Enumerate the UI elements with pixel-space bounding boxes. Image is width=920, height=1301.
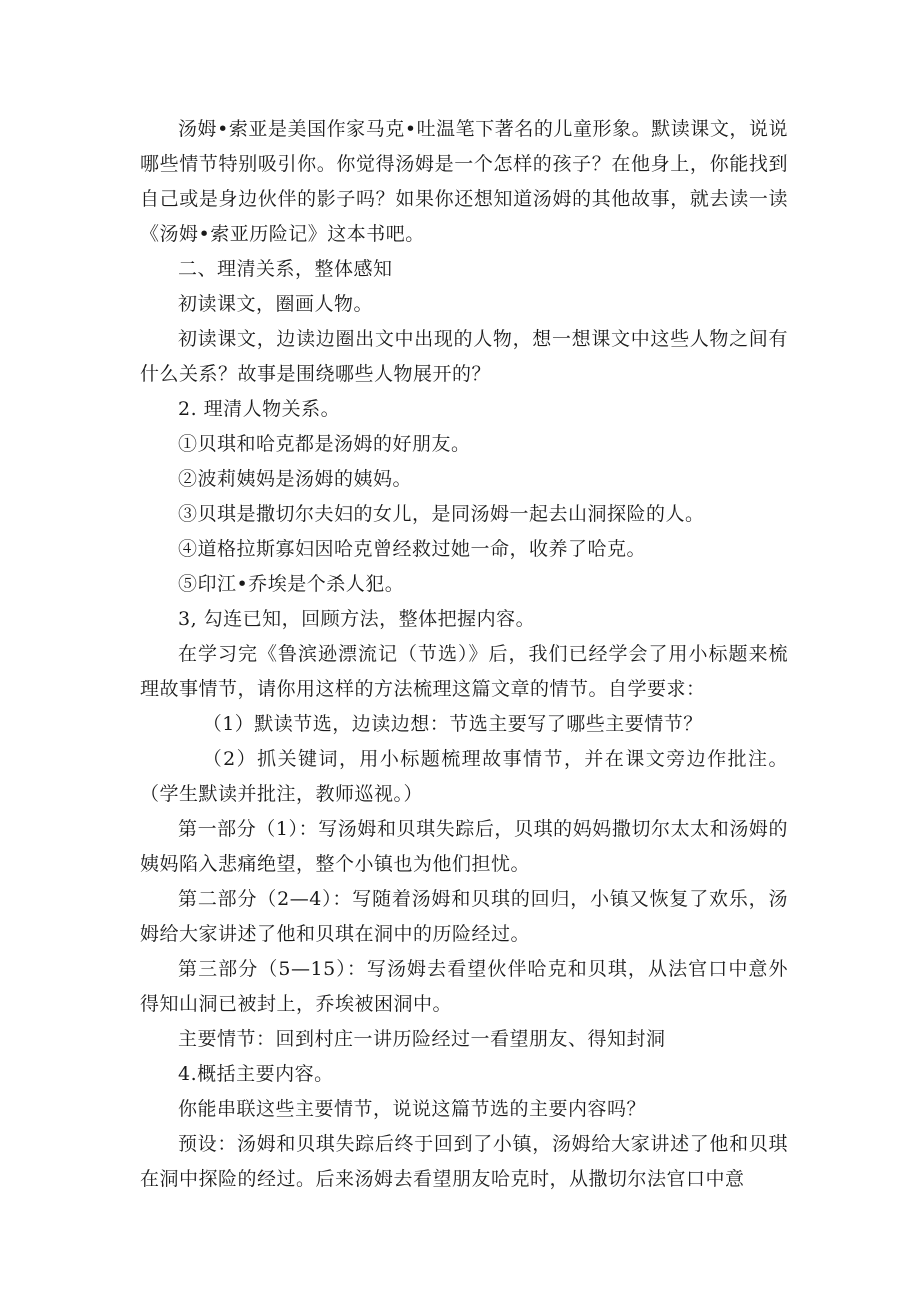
requirement-item: （2）抓关键词，用小标题梳理故事情节，并在课文旁边作批注。（学生默读并批注，教师巡视。） — [140, 748, 788, 805]
step-heading: 初读课文，圈画人物。 — [178, 293, 374, 315]
list-item: ①贝琪和哈克都是汤姆的好朋友。 — [178, 433, 471, 455]
part-summary: 第二部分（2—4）：写随着汤姆和贝琪的回归，小镇又恢复了欢乐，汤姆给大家讲述了他和贝琪在洞中的历险经过。 — [140, 888, 788, 945]
list-item: ②波莉姨妈是汤姆的姨妈。 — [178, 468, 413, 490]
requirement-item: （1）默读节选，边读边想：节选主要写了哪些主要情节？ — [202, 713, 703, 735]
list-item: ③贝琪是撒切尔夫妇的女儿，是同汤姆一起去山洞探险的人。 — [178, 503, 705, 525]
body-paragraph: 初读课文，边读边圈出文中出现的人物，想一想课文中这些人物之间有什么关系？故事是围绕哪些人物展开的？ — [140, 328, 788, 385]
step-heading: 4.概括主要内容。 — [178, 1063, 334, 1085]
main-plot-line: 主要情节：回到村庄一讲历险经过一看望朋友、得知封洞 — [178, 1028, 666, 1050]
body-paragraph: 预设：汤姆和贝琪失踪后终于回到了小镇，汤姆给大家讲述了他和贝琪在洞中探险的经过。后来汤姆去看望朋友哈克时，从撒切尔法官口中意 — [140, 1133, 788, 1190]
part-summary: 第三部分（5—15）：写汤姆去看望伙伴哈克和贝琪，从法官口中意外得知山洞已被封上，乔埃被困洞中。 — [140, 958, 788, 1015]
list-item: ④道格拉斯寡妇因哈克曾经救过她一命，收养了哈克。 — [178, 538, 647, 560]
section-heading: 二、理清关系，整体感知 — [178, 258, 393, 280]
list-item: ⑤印江•乔埃是个杀人犯。 — [178, 573, 405, 595]
body-paragraph: 你能串联这些主要情节，说说这篇节选的主要内容吗？ — [178, 1098, 647, 1120]
step-heading: 2. 理清人物关系。 — [178, 398, 341, 420]
intro-paragraph: 汤姆•索亚是美国作家马克•吐温笔下著名的儿童形象。默读课文，说说哪些情节特别吸引你。你觉得汤姆是一个怎样的孩子？在他身上，你能找到自己或是身边伙伴的影子吗？如果你还想知道汤姆的其他故事，就去读一读《汤姆•索亚历险记》这本书吧。 — [140, 118, 788, 245]
step-heading: 3, 勾连已知，回顾方法，整体把握内容。 — [178, 608, 536, 630]
part-summary: 第一部分（1）：写汤姆和贝琪失踪后，贝琪的妈妈撒切尔太太和汤姆的姨妈陷入悲痛绝望，整个小镇也为他们担忧。 — [140, 818, 788, 875]
body-paragraph: 在学习完《鲁滨逊漂流记（节选）》后，我们已经学会了用小标题来梳理故事情节，请你用这样的方法梳理这篇文章的情节。自学要求： — [140, 643, 788, 700]
document-body — [140, 112, 788, 1197]
